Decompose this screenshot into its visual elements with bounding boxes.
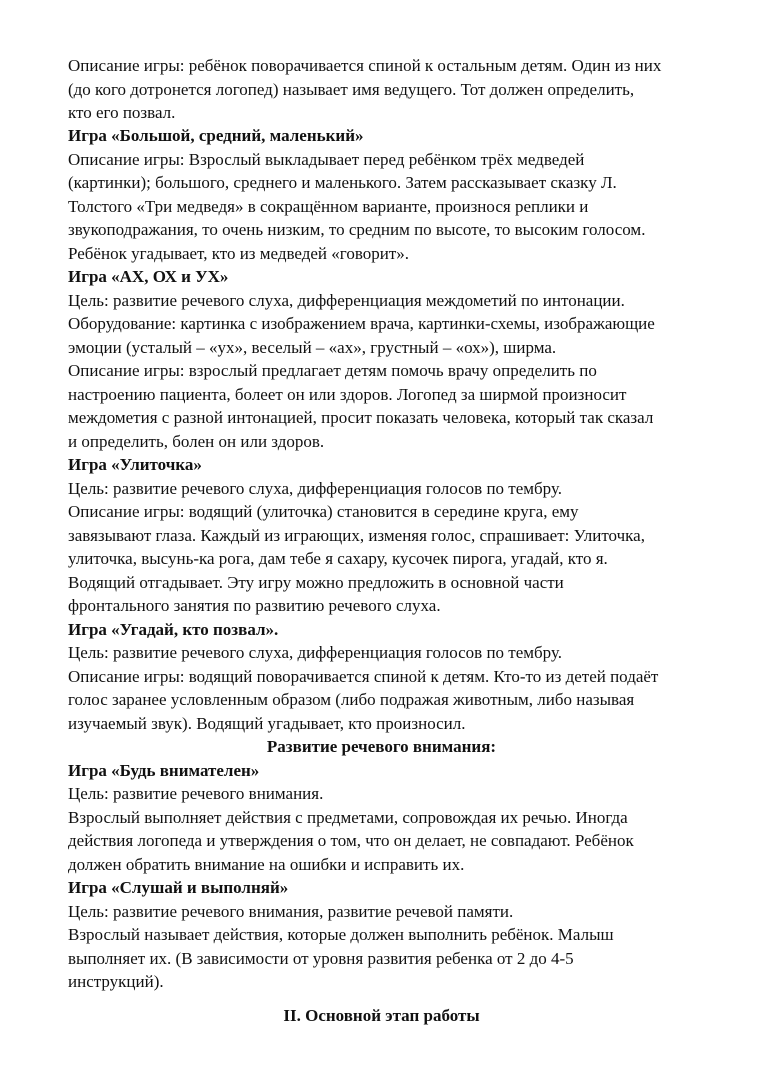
body-text: изучаемый звук). Водящий угадывает, кто произносил. (68, 714, 466, 733)
body-text: Описание игры: Взрослый выкладывает перед ребёнком трёх медведей (68, 150, 585, 169)
body-text: завязывают глаза. Каждый из играющих, изменяя голос, спрашивает: Улиточка, (68, 526, 645, 545)
body-text: и определить, болен он или здоров. (68, 432, 325, 451)
body-text: Оборудование: картинка с изображением врача, картинки-схемы, изображающие (68, 314, 655, 333)
body-text: Ребёнок угадывает, кто из медведей «говорит». (68, 244, 410, 263)
body-text: (картинки); большого, среднего и маленького. Затем рассказывает сказку Л. (68, 173, 617, 192)
body-text: Описание игры: водящий (улиточка) становится в середине круга, ему (68, 502, 579, 521)
game-heading: Игра «АХ, ОХ и УХ» (68, 267, 229, 286)
body-text: настроению пациента, болеет он или здоров. Логопед за ширмой произносит (68, 385, 627, 404)
game-heading: Игра «Слушай и выполняй» (68, 878, 289, 897)
body-text: Цель: развитие речевого внимания, развитие речевой памяти. (68, 902, 514, 921)
body-text: Водящий отгадывает. Эту игру можно предложить в основной части (68, 573, 564, 592)
body-text: Взрослый выполняет действия с предметами, сопровождая их речью. Иногда (68, 808, 628, 827)
section-heading: II. Основной этап работы (283, 1006, 480, 1025)
body-text: эмоции (усталый – «ух», веселый – «ах», грустный – «ох»), ширма. (68, 338, 557, 357)
body-text: кто его позвал. (68, 103, 176, 122)
body-text: голос заранее условленным образом (либо подражая животным, либо называя (68, 690, 635, 709)
game-heading: Игра «Большой, средний, маленький» (68, 126, 364, 145)
game-heading: Игра «Угадай, кто позвал». (68, 620, 279, 639)
body-text: фронтального занятия по развитию речевого слуха. (68, 596, 441, 615)
body-text: должен обратить внимание на ошибки и исправить их. (68, 855, 465, 874)
body-text: Описание игры: ребёнок поворачивается спиной к остальным детям. Один из них (68, 56, 662, 75)
body-text: (до кого дотронется логопед) называет имя ведущего. Тот должен определить, (68, 80, 635, 99)
body-text: Цель: развитие речевого слуха, дифференциация голосов по тембру. (68, 643, 562, 662)
body-text: Взрослый называет действия, которые должен выполнить ребёнок. Малыш (68, 925, 614, 944)
body-text: Описание игры: взрослый предлагает детям помочь врачу определить по (68, 361, 597, 380)
game-heading: Игра «Будь внимателен» (68, 761, 260, 780)
body-text: инструкций). (68, 972, 164, 991)
body-text: междометия с разной интонацией, просит показать человека, который так сказал (68, 408, 654, 427)
body-text: Цель: развитие речевого слуха, дифференциация голосов по тембру. (68, 479, 562, 498)
body-text: Цель: развитие речевого слуха, дифференциация междометий по интонации. (68, 291, 625, 310)
body-text: улиточка, высунь-ка рога, дам тебе я сахару, кусочек пирога, угадай, кто я. (68, 549, 608, 568)
game-heading: Игра «Улиточка» (68, 455, 202, 474)
body-text: выполняет их. (В зависимости от уровня развития ребенка от 2 до 4-5 (68, 949, 574, 968)
body-text: звукоподражания, то очень низким, то средним по высоте, то высоким голосом. (68, 220, 646, 239)
body-text: действия логопеда и утверждения о том, что он делает, не совпадают. Ребёнок (68, 831, 634, 850)
section-heading: Развитие речевого внимания: (266, 737, 497, 756)
body-text: Цель: развитие речевого внимания. (68, 784, 324, 803)
body-text: Толстого «Три медведя» в сокращённом варианте, произнося реплики и (68, 197, 589, 216)
body-text: Описание игры: водящий поворачивается спиной к детям. Кто-то из детей подаёт (68, 667, 659, 686)
